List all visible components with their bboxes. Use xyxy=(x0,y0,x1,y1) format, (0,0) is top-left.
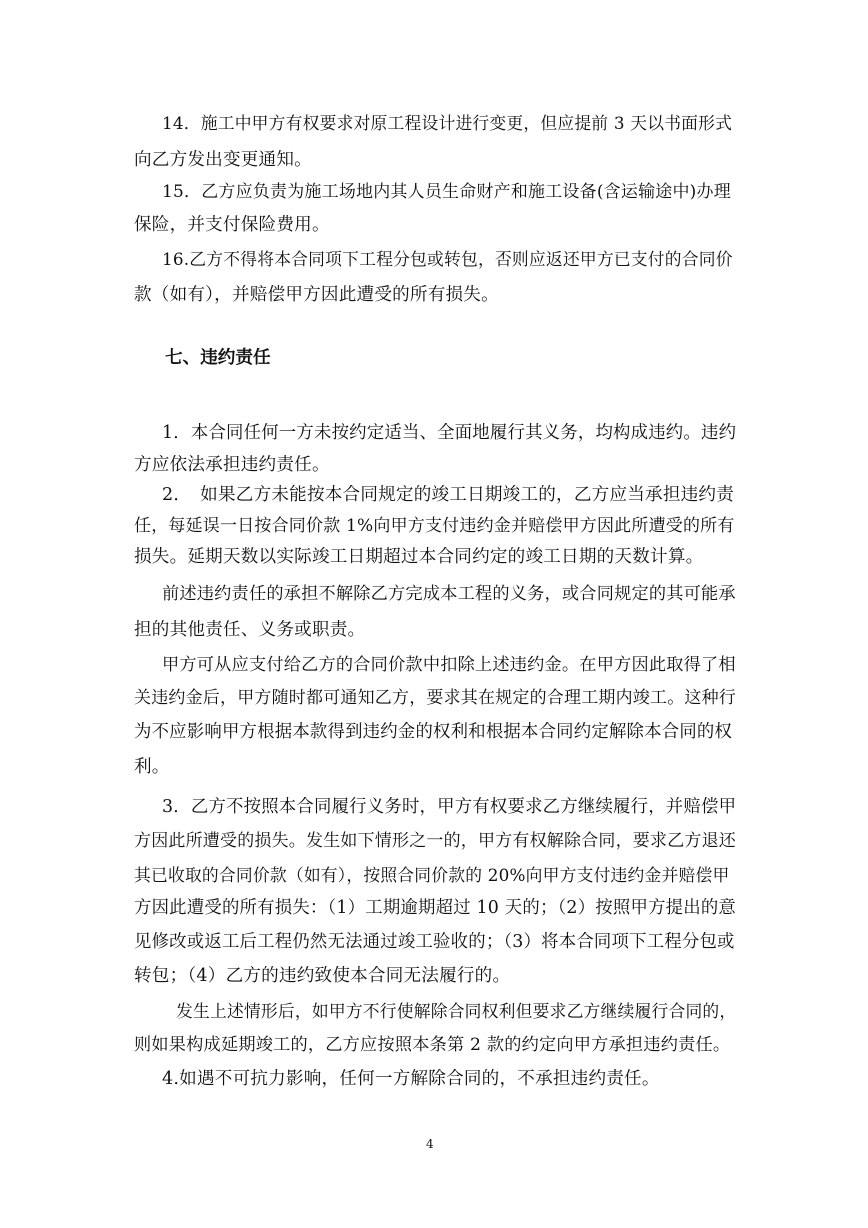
paragraph-line: 为不应影响甲方根据本款得到违约金的权利和根据本合同约定解除本合同的权 xyxy=(134,722,733,742)
section-heading: 七、违约责任 xyxy=(165,348,271,368)
paragraph-line: 2． 如果乙方未能按本合同规定的竣工日期竣工的，乙方应当承担违约责 xyxy=(162,485,734,505)
paragraph-line: 发生上述情形后，如甲方不行使解除合同权利但要求乙方继续履行合同的， xyxy=(176,1001,737,1021)
page-number: 4 xyxy=(426,1137,434,1151)
paragraph-line: 其已收取的合同价款（如有），按照合同价款的 20%向甲方支付违约金并赔偿甲 xyxy=(134,865,730,885)
paragraph-line: 3．乙方不按照本合同履行义务时，甲方有权要求乙方继续履行，并赔偿甲 xyxy=(162,797,737,817)
paragraph-line: 方因此遭受的所有损失：（1）工期逾期超过 10 天的；（2）按照甲方提出的意 xyxy=(134,898,737,918)
paragraph-line: 利。 xyxy=(134,757,170,777)
paragraph-line: 前述违约责任的承担不解除乙方完成本工程的义务，或合同规定的其可能承 xyxy=(162,584,736,604)
paragraph-line: 转包；（4）乙方的违约致使本合同无法履行的。 xyxy=(134,966,511,986)
paragraph-line: 损失。延期天数以实际竣工日期超过本合同约定的竣工日期的天数计算。 xyxy=(134,547,704,567)
paragraph-line: 款（如有），并赔偿甲方因此遭受的所有损失。 xyxy=(134,285,499,305)
paragraph-line: 保险，并支付保险费用。 xyxy=(134,215,330,235)
paragraph-line: 方应依法承担违约责任。 xyxy=(134,455,330,475)
paragraph-line: 15．乙方应负责为施工场地内其人员生命财产和施工设备(含运输途中)办理 xyxy=(162,182,731,202)
paragraph-line: 关违约金后，甲方随时都可通知乙方，要求其在规定的合理工期内竣工。这种行 xyxy=(134,688,736,708)
paragraph-line: 担的其他责任、义务或职责。 xyxy=(134,620,366,640)
paragraph-line: 甲方可从应支付给乙方的合同价款中扣除上述违约金。在甲方因此取得了相 xyxy=(162,655,736,675)
paragraph-line: 16.乙方不得将本合同项下工程分包或转包，否则应返还甲方已支付的合同价 xyxy=(162,249,733,269)
paragraph-line: 4.如遇不可抗力影响，任何一方解除合同的，不承担违约责任。 xyxy=(162,1069,660,1089)
paragraph-line: 方因此所遭受的损失。发生如下情形之一的，甲方有权解除合同，要求乙方退还 xyxy=(134,831,736,851)
paragraph-line: 见修改或返工后工程仍然无法通过竣工验收的；（3）将本合同项下工程分包或 xyxy=(134,932,735,952)
paragraph-line: 向乙方发出变更通知。 xyxy=(134,150,312,170)
paragraph-line: 14．施工中甲方有权要求对原工程设计进行变更，但应提前 3 天以书面形式 xyxy=(162,113,733,133)
paragraph-line: 任，每延误一日按合同价款 1%向甲方支付违约金并赔偿甲方因此所遭受的所有 xyxy=(134,516,735,536)
paragraph-line: 则如果构成延期竣工的，乙方应按照本条第 2 款的约定向甲方承担违约责任。 xyxy=(134,1035,731,1055)
paragraph-line: 1．本合同任何一方未按约定适当、全面地履行其义务，均构成违约。违约 xyxy=(162,423,737,443)
